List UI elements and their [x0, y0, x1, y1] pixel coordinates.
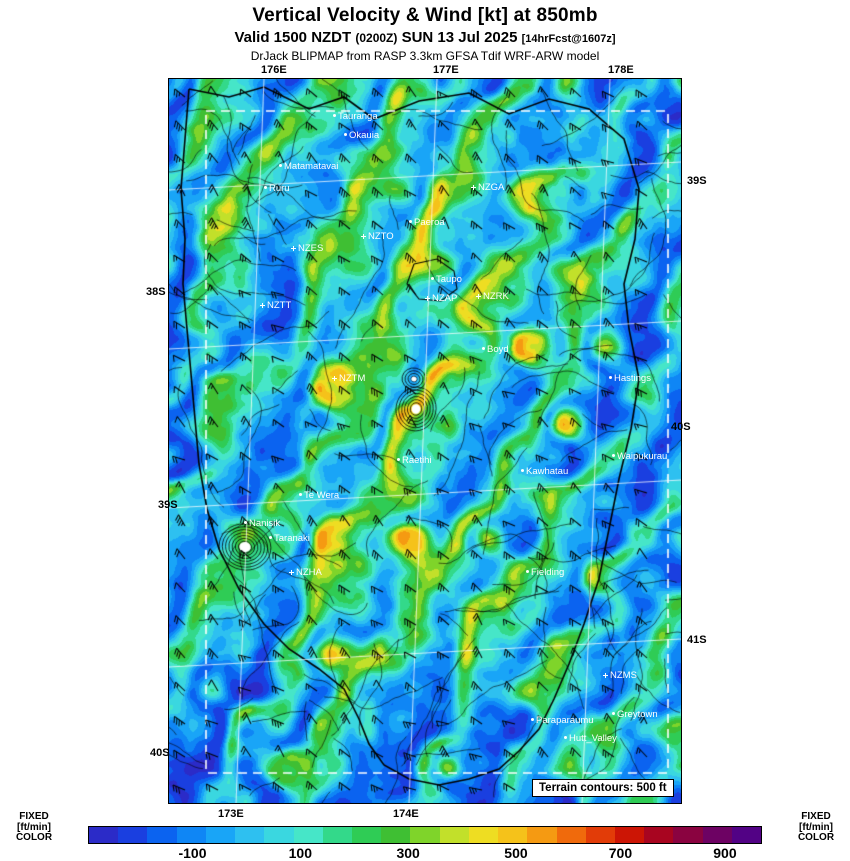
- map-airport-label: [332, 374, 365, 383]
- colorbar-row: [0, 811, 850, 861]
- colorbar-left-line3: COLOR: [15, 832, 53, 843]
- colorbar-swatch: [644, 827, 673, 843]
- map-city-label: [299, 491, 339, 500]
- map-city-label: [431, 275, 462, 284]
- city-marker-icon: [299, 493, 302, 496]
- map-city-label: [244, 519, 280, 528]
- axis-tick-label: 176E: [261, 64, 287, 76]
- city-name: Te Wera: [304, 490, 340, 501]
- axis-tick-label: 39S: [687, 175, 707, 187]
- colorbar-swatch: [147, 827, 176, 843]
- colorbar-swatch: [586, 827, 615, 843]
- map-airport-label: [425, 294, 457, 303]
- colorbar-swatch: [381, 827, 410, 843]
- map-raster: [169, 79, 681, 803]
- colorbar-swatch: [440, 827, 469, 843]
- city-name: Okauia: [349, 130, 380, 141]
- city-name: Greytown: [617, 709, 658, 720]
- airport-code: NZRK: [483, 291, 509, 302]
- valid-time: Valid 1500 NZDT: [234, 29, 352, 46]
- city-marker-icon: [264, 186, 267, 189]
- city-name: Kawhatau: [526, 466, 569, 477]
- colorbar-swatch: [732, 827, 761, 843]
- axis-tick-label: 38S: [146, 286, 166, 298]
- colorbar-swatch: [410, 827, 439, 843]
- axis-tick-label: 40S: [671, 421, 691, 433]
- map-airport-label: [471, 183, 504, 192]
- colorbar-left-label: [4, 812, 64, 844]
- airport-code: NZES: [298, 243, 324, 254]
- colorbar-tick-label: -100: [178, 845, 207, 861]
- city-name: Raetihi: [402, 455, 432, 466]
- map-city-label: [344, 131, 379, 140]
- map-city-label: [531, 716, 594, 725]
- map-city-label: [521, 467, 568, 476]
- city-marker-icon: [397, 458, 400, 461]
- map-airport-label: [289, 568, 322, 577]
- map-city-label: [526, 568, 564, 577]
- airport-marker-icon: [289, 570, 294, 575]
- colorbar-swatch: [352, 827, 381, 843]
- colorbar-left-line1: FIXED: [19, 811, 49, 822]
- colorbar-tick-label: 900: [713, 845, 737, 861]
- colorbar-swatch: [703, 827, 732, 843]
- terrain-contour-note: Terrain contours: 500 ft: [532, 779, 674, 797]
- city-marker-icon: [526, 570, 529, 573]
- airport-code: NZMS: [610, 670, 637, 681]
- colorbar-swatch: [323, 827, 352, 843]
- city-name: Taranaki: [274, 533, 310, 544]
- header-block: [0, 0, 850, 63]
- map-city-label: [564, 734, 617, 743]
- city-name: Taupo: [436, 274, 462, 285]
- colorbar-swatch: [615, 827, 644, 843]
- airport-marker-icon: [291, 246, 296, 251]
- map-city-label: [279, 162, 338, 171]
- airport-code: NZTM: [339, 373, 366, 384]
- map-airport-label: [291, 244, 323, 253]
- map-city-label: [612, 452, 667, 461]
- colorbar-tick-label: 700: [608, 845, 633, 861]
- city-name: Hutt_Valley: [569, 733, 617, 744]
- map-city-label: [269, 534, 310, 543]
- valid-time-line: [0, 29, 850, 46]
- colorbar-right-line3: COLOR: [797, 832, 835, 843]
- city-marker-icon: [531, 718, 534, 721]
- airport-code: NZHA: [296, 567, 322, 578]
- colorbar-ticks: [88, 845, 762, 861]
- city-marker-icon: [609, 376, 612, 379]
- colorbar-tick-label: 300: [396, 845, 420, 861]
- map-city-label: [612, 710, 658, 719]
- city-marker-icon: [482, 347, 485, 350]
- colorbar-swatch: [557, 827, 586, 843]
- axis-tick-label: 39S: [158, 499, 178, 511]
- colorbar-swatch: [89, 827, 118, 843]
- colorbar-gradient: [88, 826, 762, 844]
- map-airport-label: [476, 292, 509, 301]
- colorbar-swatch: [177, 827, 206, 843]
- axis-tick-label: 40S: [150, 747, 170, 759]
- colorbar-left-line2: [ft/min]: [17, 821, 51, 833]
- colorbar-right-line2: [ft/min]: [799, 821, 833, 833]
- valid-time-utc: (0200Z): [355, 31, 398, 45]
- city-marker-icon: [344, 133, 347, 136]
- model-line: DrJack BLIPMAP from RASP 3.3km GFSA Tdif WRF-ARW model: [250, 49, 600, 63]
- city-name: Fielding: [531, 567, 565, 578]
- map-city-label: [264, 184, 290, 193]
- city-name: Matamatavai: [284, 161, 339, 172]
- colorbar-swatch: [527, 827, 556, 843]
- city-name: Boyd: [487, 344, 509, 355]
- city-marker-icon: [333, 114, 336, 117]
- airport-code: NZAP: [432, 293, 458, 304]
- colorbar-swatch: [498, 827, 527, 843]
- valid-date: SUN 13 Jul 2025: [401, 29, 518, 46]
- colorbar-swatch: [294, 827, 323, 843]
- city-name: Tauranga: [338, 111, 378, 122]
- city-name: Nanisik: [249, 518, 281, 529]
- colorbar-swatch: [264, 827, 293, 843]
- axis-tick-label: 41S: [687, 634, 707, 646]
- airport-marker-icon: [332, 376, 337, 381]
- airport-code: NZTO: [368, 231, 394, 242]
- forecast-tag: [14hrFcst@1607z]: [521, 33, 616, 45]
- colorbar-tick-label: 100: [288, 845, 312, 861]
- city-marker-icon: [564, 736, 567, 739]
- colorbar-swatch: [118, 827, 147, 843]
- city-marker-icon: [269, 536, 272, 539]
- axis-tick-label: 174E: [393, 808, 419, 820]
- map-airport-label: [361, 232, 394, 241]
- city-marker-icon: [431, 277, 434, 280]
- city-marker-icon: [521, 469, 524, 472]
- axis-tick-label: 173E: [218, 808, 244, 820]
- airport-marker-icon: [425, 296, 430, 301]
- map-city-label: [333, 112, 378, 121]
- city-name: Waipukurau: [617, 451, 668, 462]
- forecast-map[interactable]: [168, 78, 682, 804]
- city-marker-icon: [409, 220, 412, 223]
- airport-marker-icon: [260, 303, 265, 308]
- city-name: Paeroa: [414, 217, 445, 228]
- colorbar-tick-label: 500: [504, 845, 528, 861]
- airport-code: NZGA: [478, 182, 505, 193]
- city-marker-icon: [612, 454, 615, 457]
- city-name: Hastings: [614, 373, 651, 384]
- city-name: Ruru: [269, 183, 290, 194]
- map-city-label: [397, 456, 432, 465]
- map-airport-label: [603, 671, 637, 680]
- axis-tick-label: 177E: [433, 64, 459, 76]
- city-marker-icon: [279, 164, 282, 167]
- colorbar-right-label: [786, 812, 846, 844]
- airport-marker-icon: [361, 234, 366, 239]
- colorbar-right-line1: FIXED: [801, 811, 831, 822]
- map-city-label: [482, 345, 509, 354]
- map-city-label: [609, 374, 651, 383]
- city-marker-icon: [612, 712, 615, 715]
- colorbar-swatch: [206, 827, 235, 843]
- city-marker-icon: [244, 521, 247, 524]
- airport-marker-icon: [603, 673, 608, 678]
- city-name: Paraparaumu: [536, 715, 594, 726]
- airport-marker-icon: [471, 185, 476, 190]
- airport-marker-icon: [476, 294, 481, 299]
- map-airport-label: [260, 301, 291, 310]
- colorbar-swatch: [673, 827, 702, 843]
- axis-tick-label: 178E: [608, 64, 634, 76]
- colorbar-swatch: [235, 827, 264, 843]
- page-title: Vertical Velocity & Wind [kt] at 850mb: [252, 5, 598, 26]
- colorbar-swatch: [469, 827, 498, 843]
- airport-code: NZTT: [267, 300, 292, 311]
- map-city-label: [409, 218, 445, 227]
